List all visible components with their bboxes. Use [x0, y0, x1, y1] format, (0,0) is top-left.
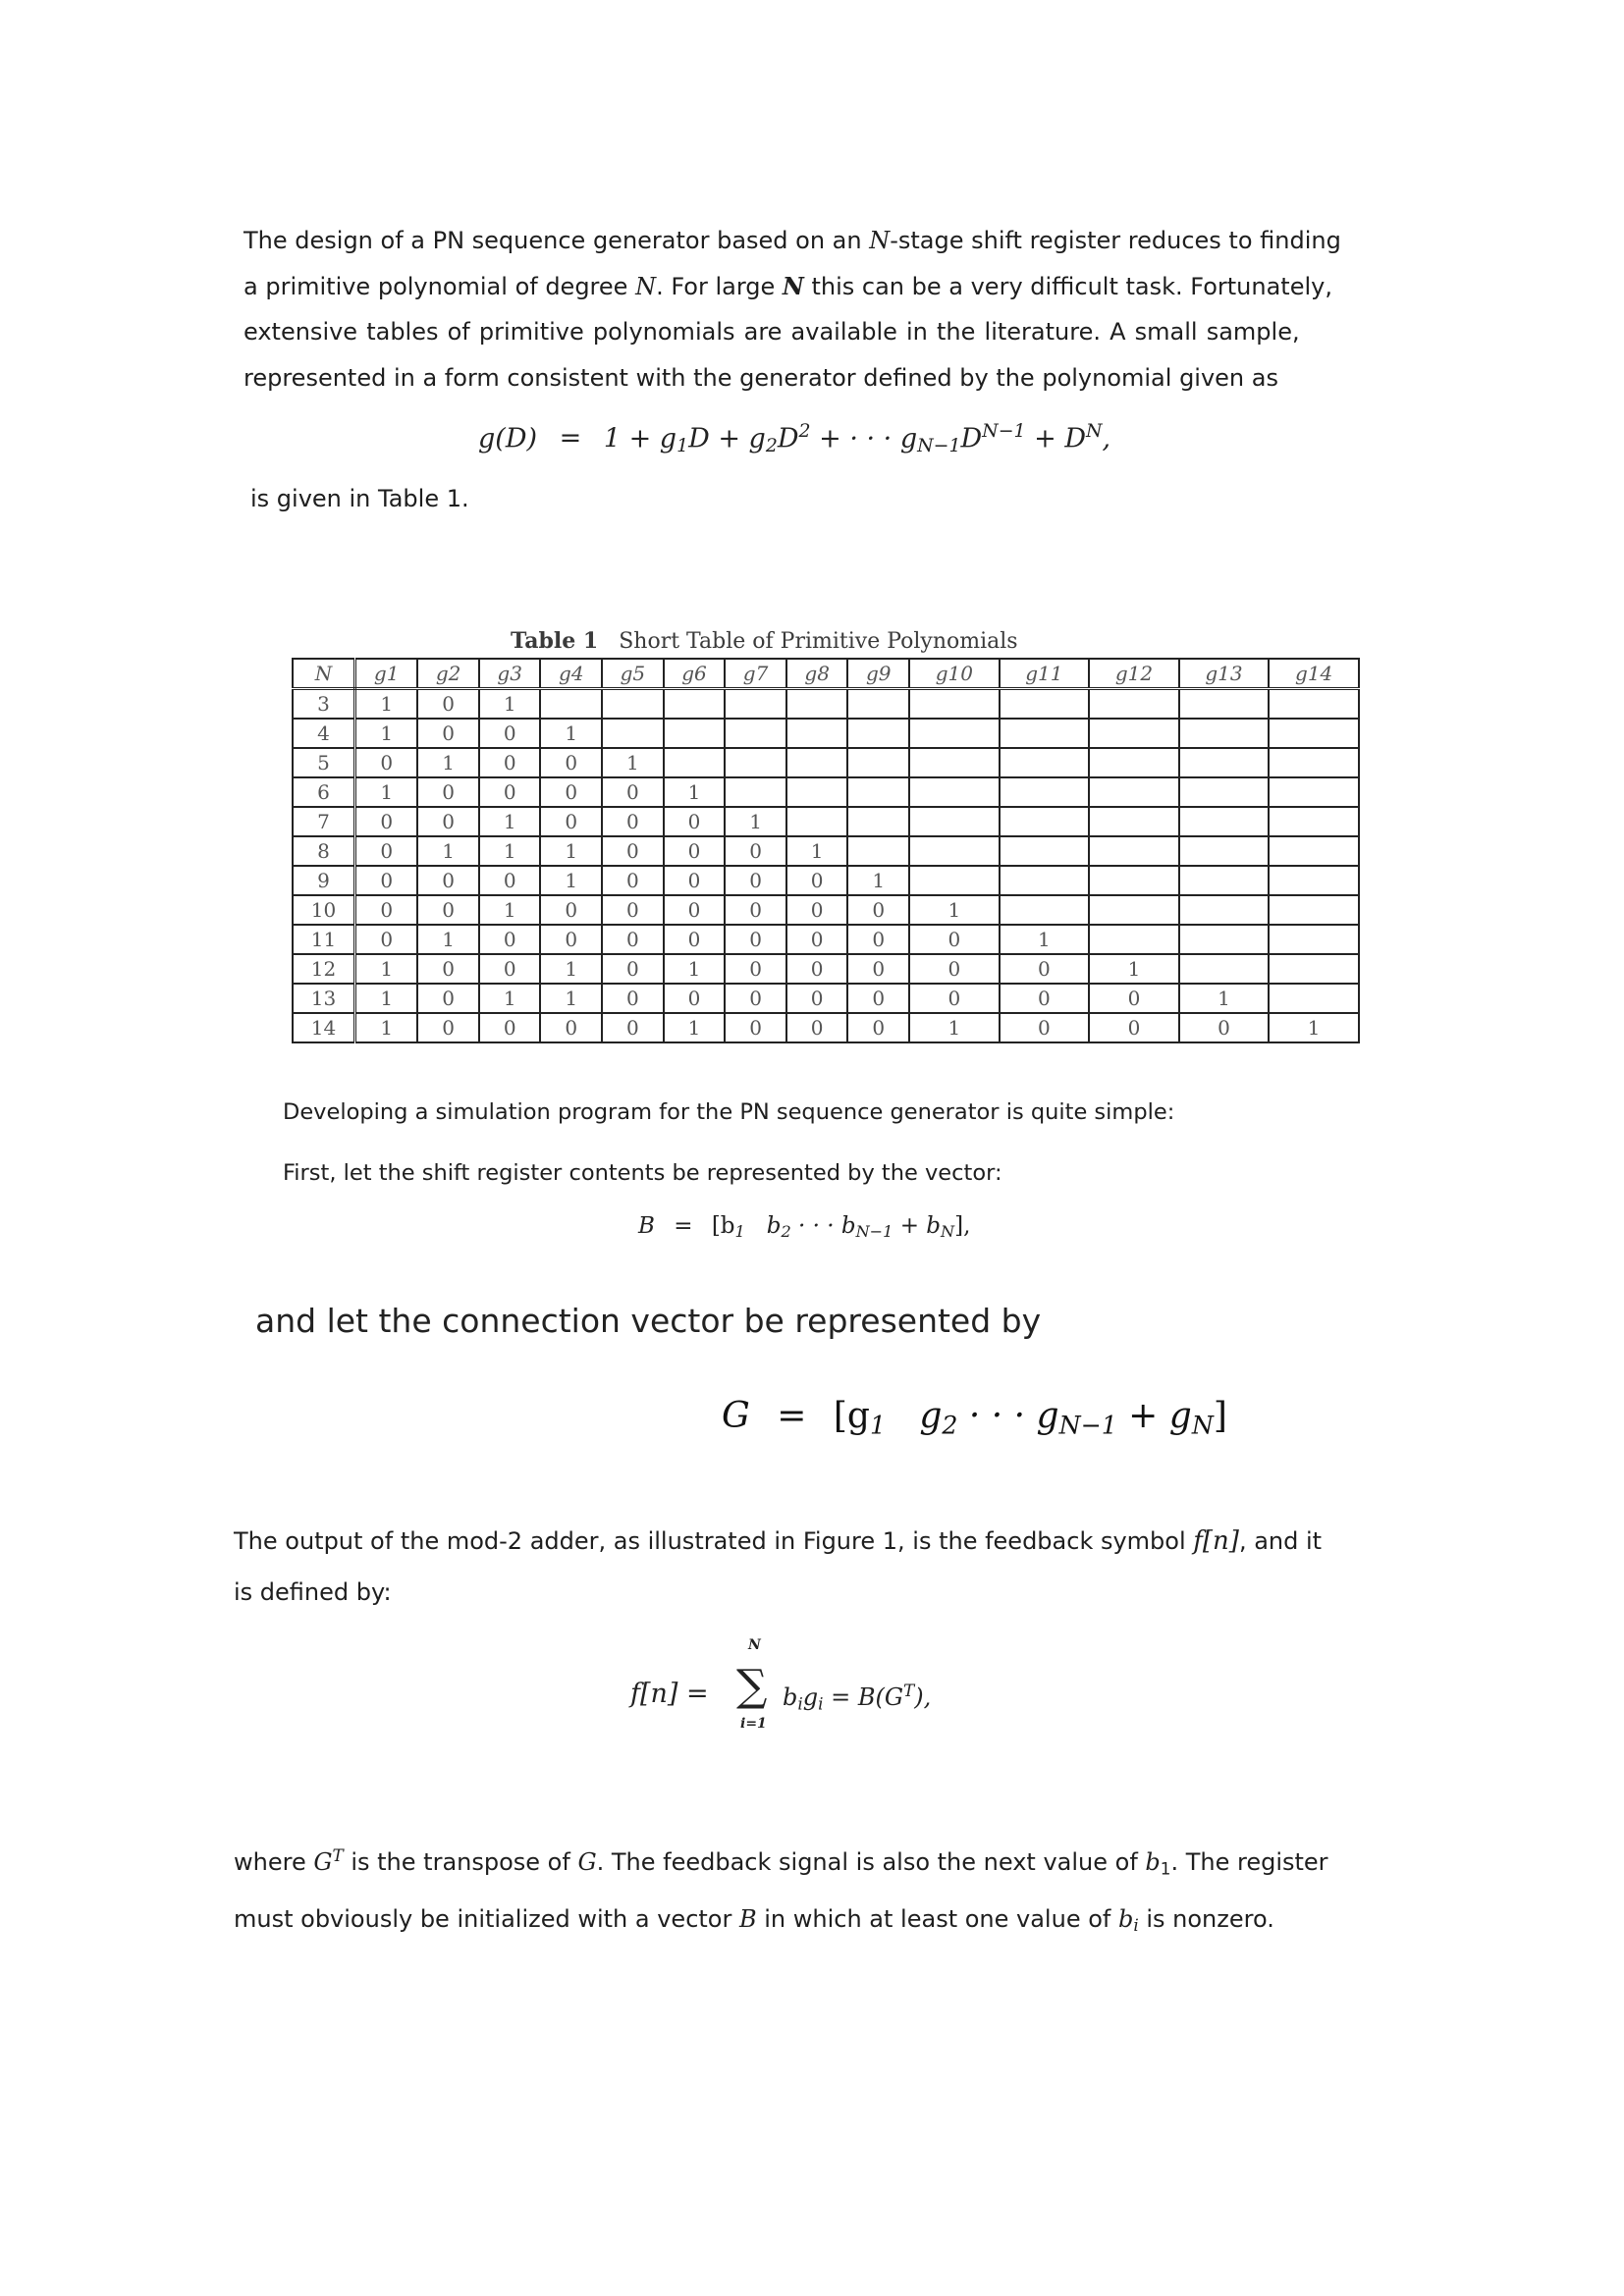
- table-cell: [1179, 954, 1270, 984]
- table-cell-n: 6: [293, 777, 355, 807]
- table-cell: [664, 748, 726, 777]
- table-cell: [1089, 925, 1179, 954]
- table-cell-n: 3: [293, 689, 355, 720]
- table-cell: [1089, 807, 1179, 836]
- sim-line-1: Developing a simulation program for the PN sequence generator is quite simple:: [283, 1099, 1175, 1125]
- table-row: [293, 954, 1359, 984]
- table-cell: 0: [664, 836, 726, 866]
- table-cell-n: 11: [293, 925, 355, 954]
- table-cell: 0: [479, 1013, 541, 1042]
- table-cell: 0: [417, 777, 479, 807]
- table-header-g10: g10: [909, 659, 1000, 689]
- table-cell-n: 4: [293, 719, 355, 748]
- table-cell: [1000, 777, 1090, 807]
- table-cell: 1: [355, 689, 418, 720]
- table-cell: 0: [602, 1013, 664, 1042]
- table-cell: [1269, 748, 1359, 777]
- table-cell: [1179, 719, 1270, 748]
- table-cell: 0: [786, 925, 848, 954]
- table-cell: 1: [1089, 954, 1179, 984]
- intro-line-1: The design of a PN sequence generator based on an N-stage shift register reduces to finding: [244, 227, 1341, 254]
- table-cell: 1: [479, 984, 541, 1013]
- table-header-g2: g2: [417, 659, 479, 689]
- table-cell: 0: [602, 777, 664, 807]
- table-cell-n: 12: [293, 954, 355, 984]
- table-cell: 0: [417, 1013, 479, 1042]
- table-cell: 1: [355, 719, 418, 748]
- equation-f-lower: i=1: [740, 1716, 767, 1732]
- table-row: [293, 866, 1359, 895]
- table-cell: 0: [786, 895, 848, 925]
- table-cell: 0: [847, 954, 909, 984]
- table-cell: [1179, 807, 1270, 836]
- table-row: [293, 895, 1359, 925]
- table-cell: [725, 777, 786, 807]
- table-cell: 0: [540, 1013, 602, 1042]
- sim-line-2: First, let the shift register contents be represented by the vector:: [283, 1160, 1002, 1186]
- table-cell: [786, 719, 848, 748]
- table-cell: 0: [355, 807, 418, 836]
- table-cell: [1269, 984, 1359, 1013]
- output-line-2: is defined by:: [234, 1578, 392, 1606]
- table-cell: 1: [1000, 925, 1090, 954]
- table-cell: 0: [602, 984, 664, 1013]
- table-cell-n: 8: [293, 836, 355, 866]
- table-cell: [1000, 748, 1090, 777]
- table-cell-n: 7: [293, 807, 355, 836]
- table-cell: 0: [909, 984, 1000, 1013]
- table-cell: [786, 807, 848, 836]
- table-cell: 1: [909, 895, 1000, 925]
- table-cell: [909, 777, 1000, 807]
- table-cell: 0: [847, 925, 909, 954]
- table-cell: 0: [355, 925, 418, 954]
- table-cell: 1: [355, 777, 418, 807]
- table-cell: 0: [909, 925, 1000, 954]
- table-cell: 0: [355, 895, 418, 925]
- table-cell: 0: [725, 954, 786, 984]
- table-cell: 1: [417, 925, 479, 954]
- table-cell: [1089, 719, 1179, 748]
- equation-B: $B = [b_1$ $b_2$ · · · $b_{N-1} + b_N$],: [638, 1213, 971, 1242]
- table-cell: 1: [1179, 984, 1270, 1013]
- output-paragraph: [234, 1516, 1363, 1618]
- table-cell: 0: [479, 954, 541, 984]
- table-cell: 0: [602, 866, 664, 895]
- table-cell: [1269, 895, 1359, 925]
- table-cell: [1000, 895, 1090, 925]
- table-cell: 0: [479, 777, 541, 807]
- table-cell: 1: [1269, 1013, 1359, 1042]
- table-cell: 0: [417, 866, 479, 895]
- table-cell: [1000, 807, 1090, 836]
- table-cell: 1: [909, 1013, 1000, 1042]
- table-cell: 0: [355, 866, 418, 895]
- table-cell: [786, 748, 848, 777]
- intro-line-2: a primitive polynomial of degree N. For large N this can be a very difficult task. Fortunately,: [244, 271, 1332, 300]
- table-caption-label: Table 1: [511, 628, 599, 654]
- table-header-g4: g4: [540, 659, 602, 689]
- table-cell: 0: [664, 925, 726, 954]
- table-cell: [1000, 689, 1090, 720]
- table-cell: 1: [417, 748, 479, 777]
- table-cell: [786, 689, 848, 720]
- table-cell: [909, 807, 1000, 836]
- final-paragraph: [234, 1830, 1363, 1951]
- table-cell: [1089, 777, 1179, 807]
- table-cell: 0: [725, 925, 786, 954]
- table-row: [293, 925, 1359, 954]
- table-cell: [909, 748, 1000, 777]
- table-cell: [1179, 748, 1270, 777]
- table-cell: [786, 777, 848, 807]
- table-cell: [1179, 895, 1270, 925]
- table-cell: 1: [664, 954, 726, 984]
- table-header-g8: g8: [786, 659, 848, 689]
- table-row: [293, 689, 1359, 720]
- table-cell: 1: [479, 836, 541, 866]
- table-cell: 0: [540, 925, 602, 954]
- primitive-polynomials-table: [292, 658, 1360, 1043]
- table-cell: [1269, 689, 1359, 720]
- table-cell: 0: [786, 954, 848, 984]
- table-cell: 0: [664, 895, 726, 925]
- table-cell: [909, 836, 1000, 866]
- table-cell: 0: [355, 748, 418, 777]
- table-cell: 1: [664, 777, 726, 807]
- table-header-g12: g12: [1089, 659, 1179, 689]
- table-cell: [664, 689, 726, 720]
- table-cell: 1: [664, 1013, 726, 1042]
- table-header-g7: g7: [725, 659, 786, 689]
- table-cell: 1: [540, 954, 602, 984]
- table-cell: [1269, 777, 1359, 807]
- table-cell: [909, 719, 1000, 748]
- table-cell: [1179, 689, 1270, 720]
- table-header-g14: g14: [1269, 659, 1359, 689]
- table-cell: 0: [1000, 954, 1090, 984]
- table-cell: 0: [1089, 984, 1179, 1013]
- table-cell: [1179, 777, 1270, 807]
- table-cell: 1: [540, 719, 602, 748]
- table-cell: [1000, 866, 1090, 895]
- intro-line-4: represented in a form consistent with the generator defined by the polynomial given as: [244, 363, 1278, 392]
- table-cell: [1269, 836, 1359, 866]
- sigma-symbol: ∑: [736, 1661, 768, 1711]
- table-cell: [1179, 925, 1270, 954]
- equation-gD: $g(D) = 1 + g_1D + g_2D^2$ + · · · $g_{N-1}D^{N-1} + D^N$,: [478, 420, 1111, 457]
- table-cell: 0: [479, 748, 541, 777]
- table-cell: [1089, 836, 1179, 866]
- table-header-g9: g9: [847, 659, 909, 689]
- table-cell: 0: [479, 866, 541, 895]
- table-cell: [1089, 866, 1179, 895]
- table-cell: 0: [540, 807, 602, 836]
- table-header-row: [293, 659, 1359, 689]
- table-cell: 0: [664, 807, 726, 836]
- table-cell: 0: [602, 954, 664, 984]
- table-header-g6: g6: [664, 659, 726, 689]
- table-header-g5: g5: [602, 659, 664, 689]
- table-cell: [1269, 719, 1359, 748]
- table-cell: [1179, 836, 1270, 866]
- table-cell: 0: [417, 984, 479, 1013]
- table-cell: 1: [847, 866, 909, 895]
- table-caption-text: Short Table of Primitive Polynomials: [619, 629, 1018, 654]
- table-cell: 0: [725, 866, 786, 895]
- table-cell: 0: [479, 719, 541, 748]
- table-cell: 0: [602, 836, 664, 866]
- table-cell: 0: [417, 807, 479, 836]
- table-cell: 1: [540, 836, 602, 866]
- intro-line-3: extensive tables of primitive polynomials are available in the literature. A small sample,: [244, 318, 1300, 346]
- table-cell: [1000, 719, 1090, 748]
- table-cell: 0: [602, 895, 664, 925]
- table-cell: 1: [540, 866, 602, 895]
- table-cell: [1269, 866, 1359, 895]
- table-header-g3: g3: [479, 659, 541, 689]
- table-cell: [1000, 836, 1090, 866]
- table-cell: 0: [725, 1013, 786, 1042]
- table-cell: 0: [664, 984, 726, 1013]
- equation-f-upper: N: [748, 1637, 761, 1653]
- equation-f-rhs: $b_ig_i = B(G^T)$,: [783, 1681, 932, 1714]
- table-cell: 0: [417, 719, 479, 748]
- table-cell-n: 5: [293, 748, 355, 777]
- table-cell: 0: [1089, 1013, 1179, 1042]
- table-cell: 1: [417, 836, 479, 866]
- table-cell: [725, 689, 786, 720]
- table-row: [293, 1013, 1359, 1042]
- table-cell: 1: [355, 984, 418, 1013]
- table-cell: [602, 689, 664, 720]
- table-cell: [1089, 748, 1179, 777]
- table-row: [293, 807, 1359, 836]
- table-row: [293, 984, 1359, 1013]
- table-cell: [725, 719, 786, 748]
- given-in-table-text: is given in Table 1.: [250, 485, 469, 512]
- table-cell: 0: [725, 984, 786, 1013]
- table-cell: [540, 689, 602, 720]
- table-caption: [511, 628, 1018, 654]
- table-cell: [847, 836, 909, 866]
- table-cell: 0: [602, 807, 664, 836]
- table-cell: 0: [786, 984, 848, 1013]
- table-cell: 0: [664, 866, 726, 895]
- table-cell: 1: [786, 836, 848, 866]
- table-cell: 0: [540, 748, 602, 777]
- table-cell: [847, 689, 909, 720]
- equation-f-lhs: f[n] =: [630, 1679, 709, 1709]
- table-cell: [1269, 954, 1359, 984]
- table-cell: [847, 807, 909, 836]
- table-cell: 0: [725, 895, 786, 925]
- table-cell: 0: [847, 895, 909, 925]
- table-cell: 0: [847, 1013, 909, 1042]
- table-header-n: N: [293, 659, 355, 689]
- table-cell-n: 13: [293, 984, 355, 1013]
- connection-vector-text: and let the connection vector be represented by: [255, 1302, 1042, 1340]
- table-cell: [1179, 866, 1270, 895]
- final-line-2: must obviously be initialized with a vector B in which at least one value of $b_i$ is nonzero.: [234, 1905, 1274, 1936]
- table-header-g11: g11: [1000, 659, 1090, 689]
- table-cell: 1: [479, 689, 541, 720]
- table-cell: 0: [540, 777, 602, 807]
- table-cell: [847, 748, 909, 777]
- table-row: [293, 836, 1359, 866]
- table-row: [293, 719, 1359, 748]
- equation-G: $G = [g_1$ $g_2$ · · · $g_{N-1} + g_N$]: [722, 1396, 1227, 1440]
- table-cell: [847, 777, 909, 807]
- table-cell: 1: [355, 1013, 418, 1042]
- table-cell: 0: [417, 954, 479, 984]
- table-cell: [1089, 689, 1179, 720]
- table-cell: 0: [355, 836, 418, 866]
- table-cell: 1: [479, 807, 541, 836]
- output-line-1: The output of the mod-2 adder, as illustrated in Figure 1, is the feedback symbol f[n], and it: [234, 1526, 1323, 1556]
- table-cell: 1: [540, 984, 602, 1013]
- table-cell: 0: [417, 895, 479, 925]
- table-header-g13: g13: [1179, 659, 1270, 689]
- table-cell-n: 10: [293, 895, 355, 925]
- table-cell: [1089, 895, 1179, 925]
- final-line-1: where $G^T$ is the transpose of G. The feedback signal is also the next value of $b_1$. The register: [234, 1845, 1328, 1879]
- table-cell: [909, 689, 1000, 720]
- table-cell: 0: [1000, 984, 1090, 1013]
- table-cell: [1269, 925, 1359, 954]
- table-cell: 1: [355, 954, 418, 984]
- table-cell: 0: [540, 895, 602, 925]
- intro-paragraph: [244, 218, 1400, 400]
- table-cell: 0: [417, 689, 479, 720]
- table-cell: 0: [847, 984, 909, 1013]
- table-row: [293, 777, 1359, 807]
- table-row: [293, 748, 1359, 777]
- table-cell: 0: [786, 1013, 848, 1042]
- table-cell: 0: [1000, 1013, 1090, 1042]
- table-cell: [847, 719, 909, 748]
- table-cell: 0: [1179, 1013, 1270, 1042]
- table-cell: [1269, 807, 1359, 836]
- table-cell: 0: [725, 836, 786, 866]
- table-cell: [602, 719, 664, 748]
- table-cell: 0: [479, 925, 541, 954]
- table-cell: 1: [602, 748, 664, 777]
- table-cell: 1: [725, 807, 786, 836]
- table-cell: [664, 719, 726, 748]
- table-cell: [909, 866, 1000, 895]
- table-cell: 0: [909, 954, 1000, 984]
- equation-f: [630, 1637, 1023, 1745]
- table-cell: 0: [602, 925, 664, 954]
- table-header-g1: g1: [355, 659, 418, 689]
- table-cell: 1: [479, 895, 541, 925]
- table-cell-n: 9: [293, 866, 355, 895]
- table-cell: [725, 748, 786, 777]
- table-cell: 0: [786, 866, 848, 895]
- table-cell-n: 14: [293, 1013, 355, 1042]
